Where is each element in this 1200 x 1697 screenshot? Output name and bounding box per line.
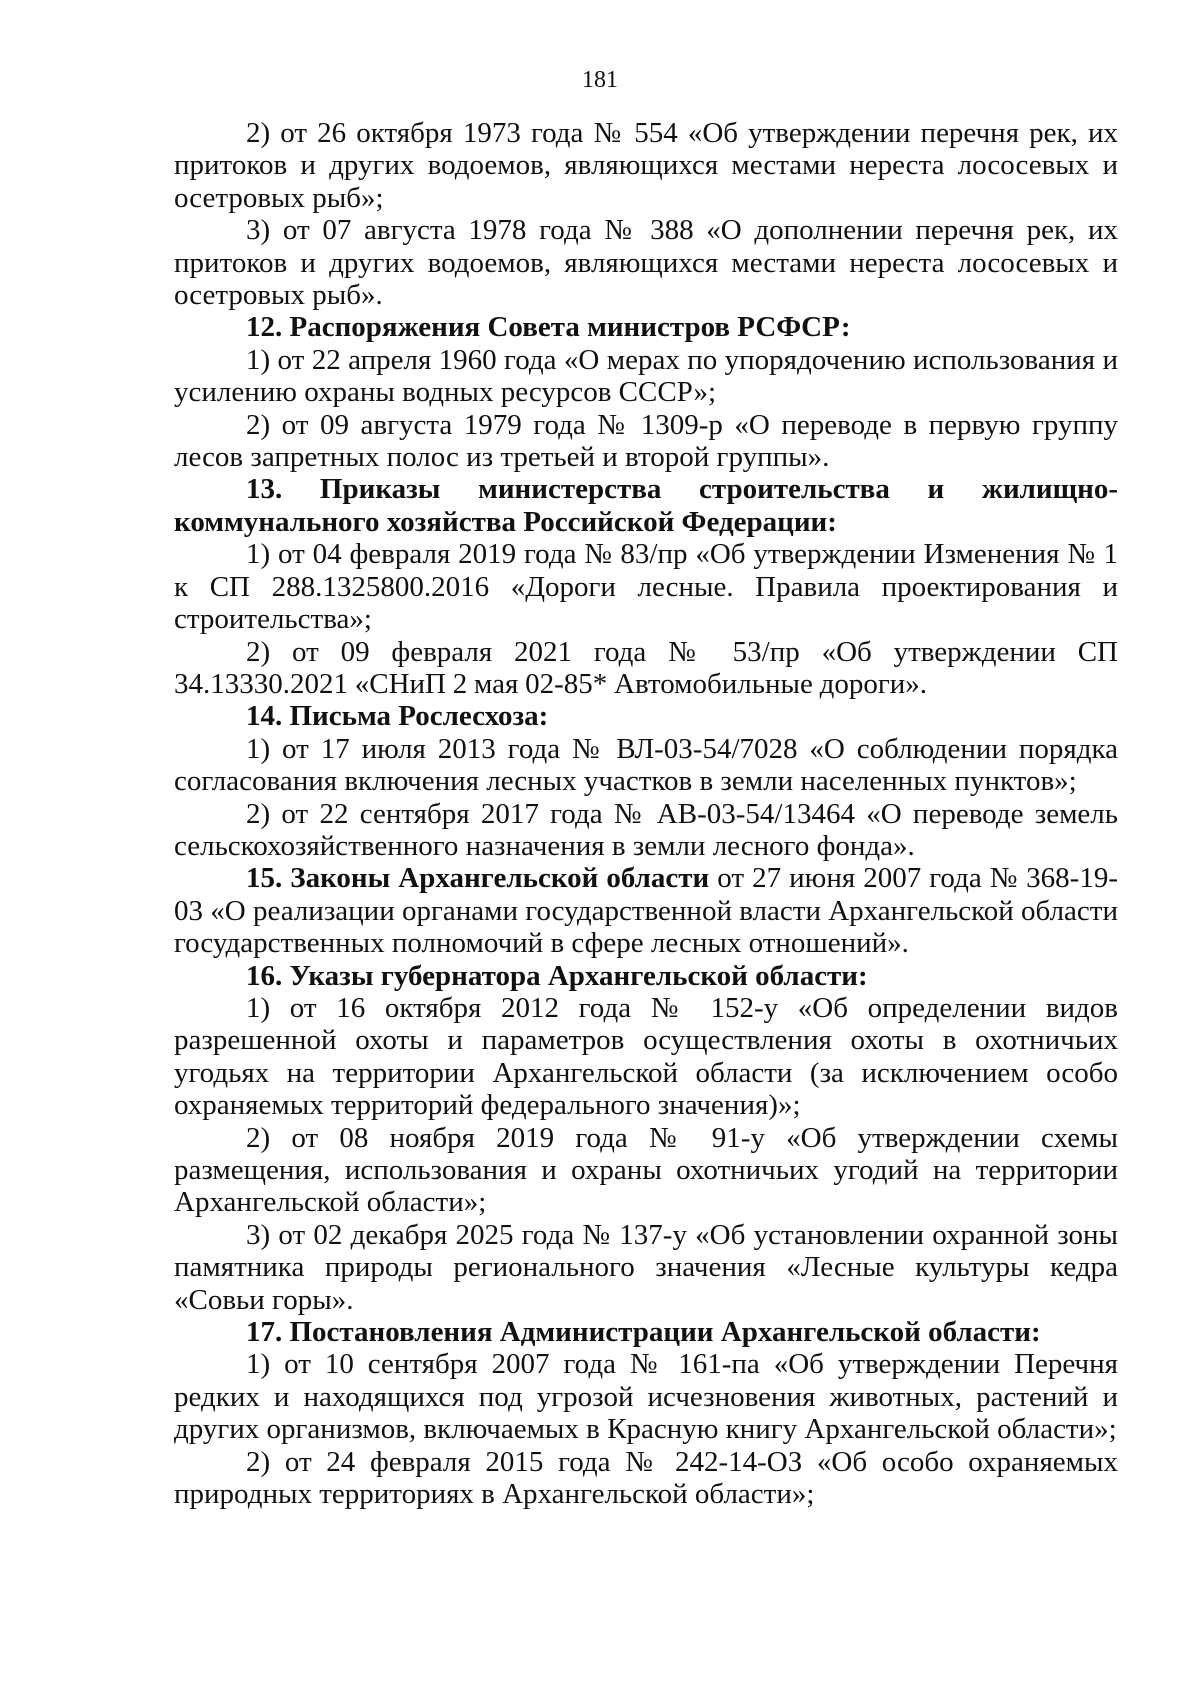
s13-item-2: 2) от 09 февраля 2021 года № 53/пр «Об утверждении СП 34.13330.2021 «СНиП 2 мая 02-85* Автомобильные дороги». xyxy=(174,635,1118,700)
s12-item-2: 2) от 09 августа 1979 года № 1309-р «О переводе в первую группу лесов запретных полос из третьей и второй группы». xyxy=(174,408,1118,474)
s16-heading: 16. Указы губернатора Архангельской области: xyxy=(246,959,868,992)
s13-item-1: 1) от 04 февраля 2019 года № 83/пр «Об утверждении Изменения № 1 к СП 288.1325800.2016 «Дороги лесные. Правила проектирования и строительства»; xyxy=(174,538,1118,636)
s14-item-2: 2) от 22 сентября 2017 года № АВ-03-54/13464 «О переводе земель сельскохозяйственного назначения в земли лесного фонда». xyxy=(174,797,1118,862)
s16-item-1: 1) от 16 октября 2012 года № 152-у «Об определении видов разрешенной охоты и параметров осуществления охоты в охотничьих угодьях на территории Архангельской области (за исключением особо охраняемых территорий федерального значения)»; xyxy=(174,991,1118,1122)
s15-heading: 15. Законы Архангельской области xyxy=(246,862,710,895)
s17-item-1: 1) от 10 сентября 2007 года № 161-па «Об утверждении Перечня редких и находящихся под угрозой исчезновения животных, растений и других организмов, включаемых в Красную книгу Архангельской области»; xyxy=(174,1348,1118,1446)
s15-paragraph xyxy=(174,862,1118,959)
s12-heading: 12. Распоряжения Совета министров РСФСР: xyxy=(246,311,851,344)
s16-item-3: 3) от 02 декабря 2025 года № 137-у «Об установлении охранной зоны памятника природы регионального значения «Лесные культуры кедра «Совьи горы». xyxy=(174,1218,1118,1316)
s17-heading: 17. Постановления Администрации Архангельской области: xyxy=(246,1316,1041,1349)
s14-heading: 14. Письма Рослесхоза: xyxy=(246,700,549,733)
s16-item-2: 2) от 08 ноября 2019 года № 91-у «Об утверждении схемы размещения, использования и охраны охотничьих угодий на территории Архангельской области»; xyxy=(174,1121,1118,1219)
s14-item-1: 1) от 17 июля 2013 года № ВЛ-03-54/7028 «О соблюдении порядка согласования включения лесных участков в земли населенных пунктов»; xyxy=(174,732,1118,798)
s17-item-2: 2) от 24 февраля 2015 года № 242-14-ОЗ «Об особо охраняемых природных территориях в Архангельской области»; xyxy=(174,1445,1118,1511)
s15-text: от 27 июня 2007 года № 368-19-03 «О реализации органами государственной власти Архангельской области государственных полномочий в сфере лесных отношений». xyxy=(174,862,1119,960)
s12-item-1: 1) от 22 апреля 1960 года «О мерах по упорядочению использования и усилению охраны водных ресурсов СССР»; xyxy=(174,343,1118,409)
document-body xyxy=(174,117,1118,1510)
page-number: 181 xyxy=(582,67,618,93)
s11-item-3: 3) от 07 августа 1978 года № 388 «О дополнении перечня рек, их притоков и других водоемов, являющихся местами нереста лососевых и осетровых рыб». xyxy=(174,214,1118,312)
s13-heading: 13. Приказы министерства строительства и жилищно-коммунального хозяйства Российской Федерации: xyxy=(174,473,1118,538)
s11-item-2: 2) от 26 октября 1973 года № 554 «Об утверждении перечня рек, их притоков и других водоемов, являющихся местами нереста лососевых и осетровых рыб»; xyxy=(174,117,1118,214)
